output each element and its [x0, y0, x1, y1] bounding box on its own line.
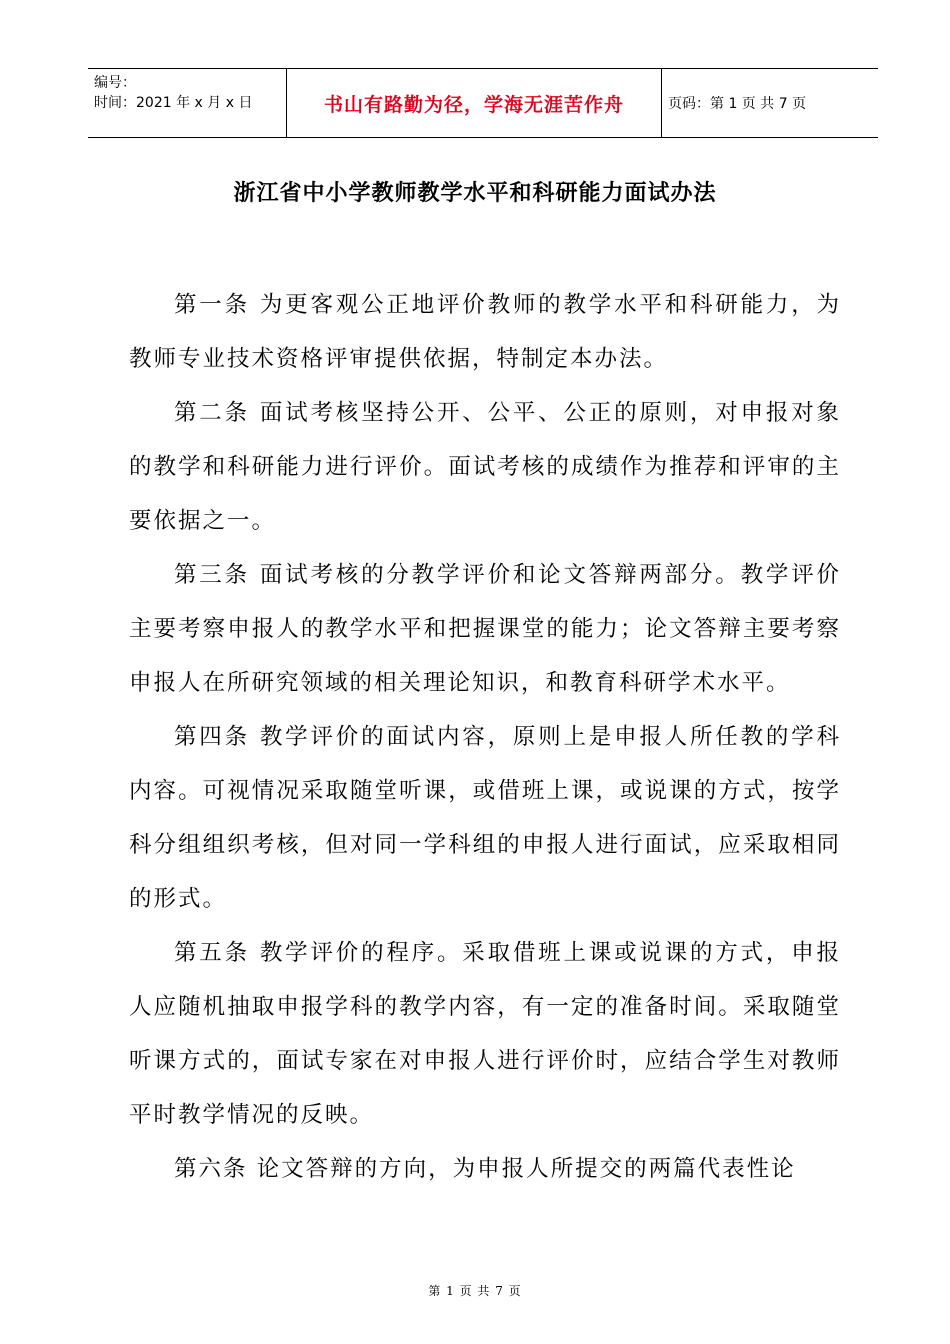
- page-footer: 第 1 页 共 7 页: [428, 1284, 522, 1298]
- document-header: [88, 68, 878, 138]
- article-5: 第五条 教学评价的程序。采取借班上课或说课的方式，申报人应随机抽取申报学科的教学内容，有一定的准备时间。采取随堂听课方式的，面试专家在对申报人进行评价时，应结合学生对教师平时教学情况的反映。: [129, 940, 841, 1128]
- article-1: 第一条 为更客观公正地评价教师的教学水平和科研能力，为教师专业技术资格评审提供依据，特制定本办法。: [129, 292, 841, 372]
- article-4: 第四条 教学评价的面试内容，原则上是申报人所任教的学科内容。可视情况采取随堂听课，或借班上课，或说课的方式，按学科分组组织考核，但对同一学科组的申报人进行面试，应采取相同的形式。: [129, 724, 841, 912]
- article-6: 第六条 论文答辩的方向，为申报人所提交的两篇代表性论: [174, 1156, 796, 1182]
- number-label: 编号：: [94, 75, 136, 91]
- header-slogan: 书山有路勤为径，学海无涯苦作舟: [286, 69, 662, 137]
- header-page-code: 页码：第 1 页 共 7 页: [668, 96, 807, 112]
- article-2: 第二条 面试考核坚持公开、公平、公正的原则，对申报对象的教学和科研能力进行评价。面试考核的成绩作为推荐和评审的主要依据之一。: [129, 400, 841, 534]
- article-3: 第三条 面试考核的分教学评价和论文答辩两部分。教学评价主要考察申报人的教学水平和把握课堂的能力；论文答辩主要考察申报人在所研究领域的相关理论知识，和教育科研学术水平。: [129, 562, 841, 696]
- time-label: 时间：2021 年 x 月 x 日: [94, 95, 253, 111]
- document-body: [129, 278, 841, 1196]
- document-title: 浙江省中小学教师教学水平和科研能力面试办法: [233, 181, 717, 206]
- header-meta: [88, 69, 286, 137]
